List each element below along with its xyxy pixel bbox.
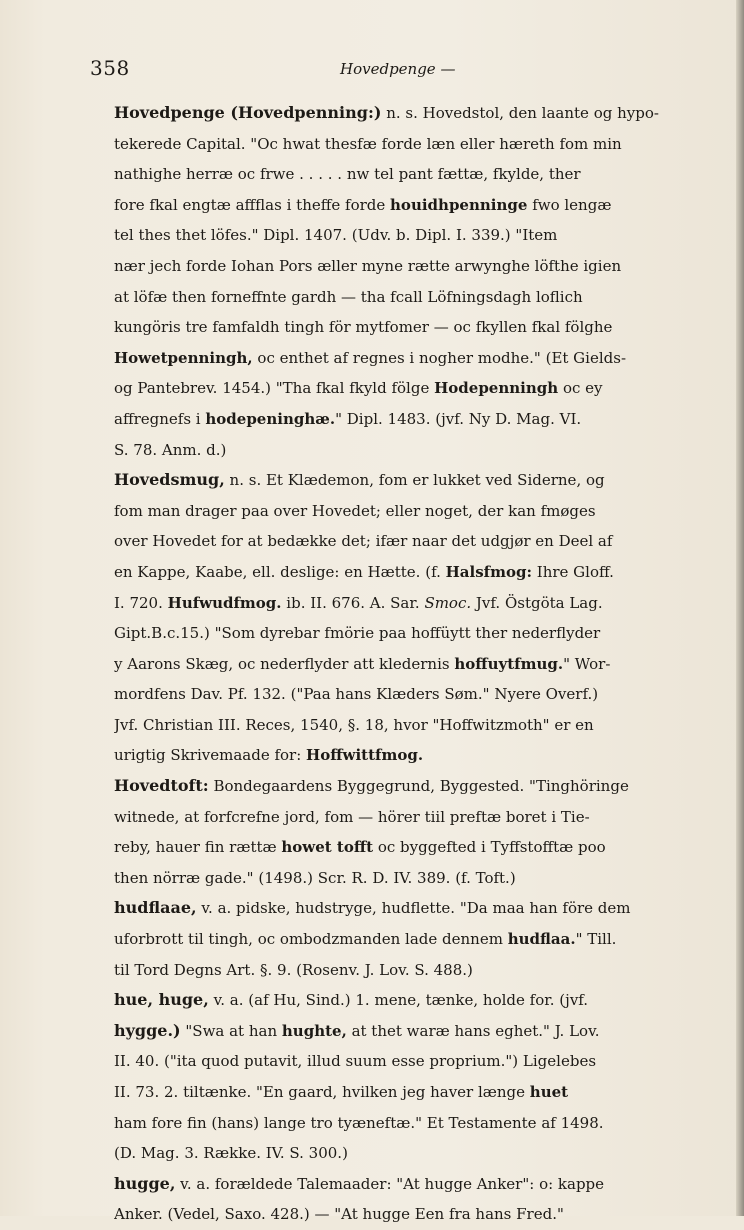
text-segment: Hodepenningh xyxy=(434,379,559,398)
text-segment: tekerede Capital. "Oc hwat thesfæ forde læn eller hæreth fom min xyxy=(114,134,622,153)
text-segment: v. a. (af Hu, Sind.) 1. mene, tænke, holde for. (jvf. xyxy=(208,991,589,1010)
text-line xyxy=(114,496,700,527)
text-segment: uforbrott til tingh, oc ombodzmanden lade dennem xyxy=(114,930,508,949)
text-segment: howet tofft xyxy=(281,838,374,857)
text-segment: Howetpenningh, xyxy=(114,348,253,367)
text-segment: Jvf. Östgöta Lag. xyxy=(471,593,603,612)
text-segment: en Kappe, Kaabe, ell. deslige: en Hætte. (f. xyxy=(114,562,446,581)
text-line xyxy=(114,1077,700,1108)
text-line xyxy=(114,404,700,435)
text-segment: "Swa at han xyxy=(180,1021,282,1040)
text-line xyxy=(114,159,700,190)
text-segment: oc ey xyxy=(558,379,603,398)
text-line xyxy=(114,618,700,649)
text-segment: ib. II. 676. A. Sar. xyxy=(281,593,425,612)
text-segment: nathighe herræ oc frwe . . . . . nw tel pant fættæ, fkylde, ther xyxy=(114,165,581,184)
text-line xyxy=(114,771,700,802)
text-segment: oc enthet af regnes i nogher modhe." (Et Gields- xyxy=(252,348,627,367)
text-segment: kungöris tre famfaldh tingh för mytfomer — oc fkyllen fkal fölghe xyxy=(114,318,613,337)
text-segment: II. 40. ("ita quod putavit, illud suum esse proprium.") Ligelebes xyxy=(114,1052,597,1071)
text-segment: II. 73. 2. tiltænke. "En gaard, hvilken jeg haver længe xyxy=(114,1083,530,1101)
text-segment: n. s. Hovedstol, den laante og hypo- xyxy=(381,104,659,122)
text-segment: oc byggefted i Tyffstofftæ poo xyxy=(373,838,606,857)
text-line xyxy=(114,1169,700,1200)
text-line xyxy=(114,373,700,404)
headword: hygge.) xyxy=(114,1020,181,1040)
text-line xyxy=(114,465,700,496)
text-line xyxy=(114,1138,700,1169)
text-segment: ham fore fin (hans) lange tro tyæneftæ." Et Testamente af 1498. xyxy=(114,1113,604,1132)
text-line xyxy=(114,832,700,863)
text-segment: fwo lengæ xyxy=(527,195,612,214)
text-segment: witnede, at forfcrefne jord, fom — hörer tiil preftæ boret i Tie- xyxy=(114,807,590,826)
headword: Hovedpenge (Hovedpenning:) xyxy=(114,103,382,122)
page-edge xyxy=(736,0,744,1216)
text-line xyxy=(114,343,700,374)
text-segment: huet xyxy=(529,1083,569,1101)
text-line xyxy=(114,435,700,466)
text-segment: Smoc. xyxy=(424,593,472,612)
text-segment: Hoffwittfmog. xyxy=(306,746,424,765)
text-line xyxy=(114,740,700,771)
text-line xyxy=(114,1108,700,1139)
page-number: 358 xyxy=(90,56,130,80)
text-line xyxy=(114,985,700,1016)
text-segment: fom man drager paa over Hovedet; eller noget, der kan fmøges xyxy=(114,501,596,520)
text-line xyxy=(114,924,700,955)
text-segment: reby, hauer fin rættæ xyxy=(114,838,282,857)
text-line xyxy=(114,649,700,680)
text-segment: Gipt.B.c.15.) "Som dyrebar fmörie paa hoffüytt ther nederflyder xyxy=(114,624,601,643)
page-header xyxy=(0,56,744,86)
text-segment: n. s. Et Klædemon, fom er lukket ved Siderne, og xyxy=(224,471,605,490)
text-segment: " Dipl. 1483. (jvf. Ny D. Mag. VI. xyxy=(335,409,582,428)
text-segment: Bondegaardens Byggegrund, Byggested. "Tinghöringe xyxy=(208,777,629,796)
text-line xyxy=(114,588,700,619)
text-segment: v. a. pidske, hudstryge, hudflette. "Da maa han före dem xyxy=(196,899,631,918)
text-segment: mordfens Dav. Pf. 132. ("Paa hans Klæders Søm." Nyere Overf.) xyxy=(114,685,599,704)
text-segment: (D. Mag. 3. Række. IV. S. 300.) xyxy=(114,1144,348,1163)
running-head: Hovedpenge — xyxy=(340,60,456,78)
text-segment: Anker. (Vedel, Saxo. 428.) — "At hugge Een fra hans Fred." xyxy=(114,1205,564,1224)
text-segment: hudflaa. xyxy=(507,930,576,949)
text-segment: at thet waræ hans eghet." J. Lov. xyxy=(346,1021,600,1040)
text-segment: I. 720. xyxy=(114,593,168,612)
text-segment: hoffuytfmug. xyxy=(454,654,564,673)
text-line xyxy=(114,98,700,129)
text-line xyxy=(114,1046,700,1077)
text-segment: " Till. xyxy=(575,930,617,949)
text-line xyxy=(114,557,700,588)
text-line xyxy=(114,526,700,557)
headword: Hovedsmug, xyxy=(114,470,225,490)
text-line xyxy=(114,312,700,343)
text-line xyxy=(114,282,700,313)
text-segment: " Wor- xyxy=(563,654,611,673)
text-segment: Jvf. Christian III. Reces, 1540, §. 18, hvor "Hoffwitzmoth" er en xyxy=(114,715,594,734)
text-segment: affregnefs i xyxy=(114,409,206,428)
text-segment: og Pantebrev. 1454.) "Tha fkal fkyld fölge xyxy=(114,379,435,398)
text-segment: at löfæ then forneffnte gardh — tha fcall Löfningsdagh loflich xyxy=(114,287,583,306)
text-line xyxy=(114,129,700,160)
headword: hue, huge, xyxy=(114,990,209,1010)
text-line xyxy=(114,955,700,986)
text-segment: hughte, xyxy=(281,1021,347,1040)
text-segment: houidhpenninge xyxy=(390,195,528,214)
text-segment: fore fkal engtæ affflas i theffe forde xyxy=(114,195,391,214)
headword: hudflaae, xyxy=(114,898,197,918)
text-segment: Halsfmog: xyxy=(445,562,533,581)
text-segment: v. a. forældede Talemaader: "At hugge Anker": o: kappe xyxy=(175,1174,605,1193)
text-segment: S. 78. Anm. d.) xyxy=(114,440,227,459)
text-line xyxy=(114,893,700,924)
text-line xyxy=(114,220,700,251)
text-segment: til Tord Degns Art. §. 9. (Rosenv. J. Lov. S. 488.) xyxy=(114,960,473,979)
text-line xyxy=(114,679,700,710)
headword: Hovedtoft: xyxy=(114,776,209,796)
text-segment: then nörræ gade." (1498.) Scr. R. D. IV. 389. (f. Toft.) xyxy=(114,868,516,887)
text-line xyxy=(114,190,700,221)
text-segment: urigtig Skrivemaade for: xyxy=(114,746,307,765)
text-segment: y Aarons Skæg, oc nederflyder att kledernis xyxy=(114,654,455,673)
text-line xyxy=(114,863,700,894)
text-segment: tel thes thet löfes." Dipl. 1407. (Udv. b. Dipl. I. 339.) "Item xyxy=(114,226,558,245)
text-line xyxy=(114,710,700,741)
text-segment: hodepeninghæ. xyxy=(205,409,336,428)
dictionary-text xyxy=(114,98,700,1230)
text-segment: over Hovedet for at bedække det; ifær naar det udgjør en Deel af xyxy=(114,532,613,551)
text-line xyxy=(114,1016,700,1047)
text-line xyxy=(114,1199,700,1230)
text-segment: Ihre Gloff. xyxy=(532,562,614,581)
headword: hugge, xyxy=(114,1173,176,1193)
text-segment: Hufwudfmog. xyxy=(167,593,282,612)
text-line xyxy=(114,251,700,282)
text-segment: nær jech forde Iohan Pors æller myne rætte arwynghe löfthe igien xyxy=(114,256,622,275)
text-line xyxy=(114,802,700,833)
